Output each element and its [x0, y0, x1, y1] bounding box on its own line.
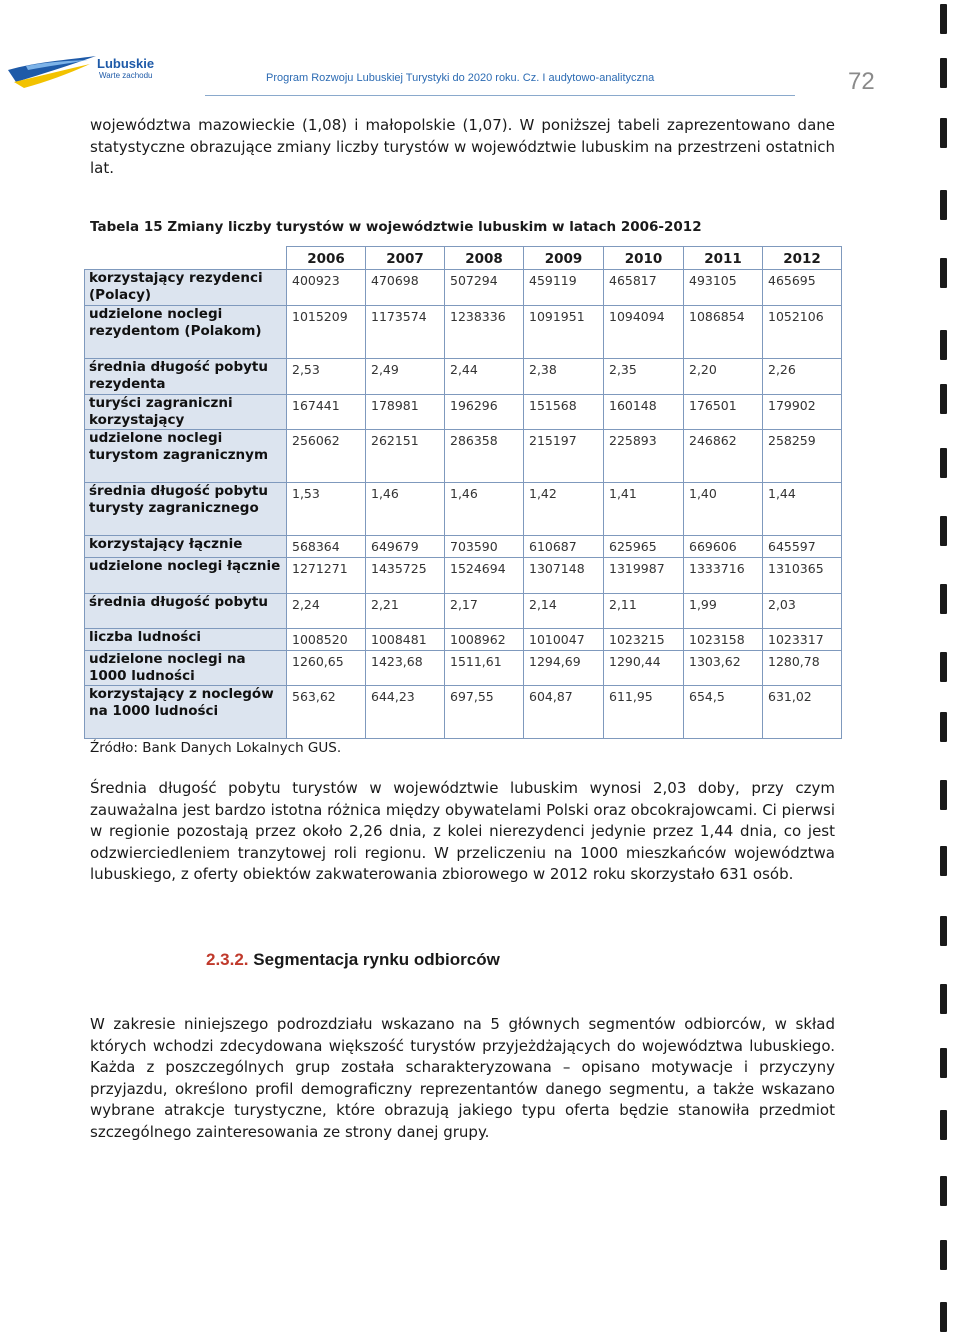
- table-cell: 1524694: [445, 558, 524, 594]
- row-label: udzielone noclegi na 1000 ludności: [85, 651, 287, 686]
- table-cell: 563,62: [287, 686, 366, 739]
- table-cell: 2,49: [366, 359, 445, 395]
- table-cell: 1023317: [763, 629, 842, 651]
- binding-mark: [940, 516, 947, 546]
- binding-mark: [940, 118, 947, 148]
- table-cell: 459119: [524, 270, 604, 306]
- table-cell: 1333716: [684, 558, 763, 594]
- table-cell: 610687: [524, 536, 604, 558]
- binding-mark: [940, 984, 947, 1014]
- row-label: udzielone noclegi rezydentom (Polakom): [85, 306, 287, 359]
- table-cell: 2,44: [445, 359, 524, 395]
- year-header: 2008: [445, 247, 524, 270]
- table-cell: 611,95: [604, 686, 684, 739]
- table-cell: 507294: [445, 270, 524, 306]
- table-cell: 697,55: [445, 686, 524, 739]
- binding-mark: [940, 1302, 947, 1332]
- table-cell: 1008520: [287, 629, 366, 651]
- table-cell: 2,21: [366, 594, 445, 629]
- table-cell: 1010047: [524, 629, 604, 651]
- table-cell: 262151: [366, 430, 445, 483]
- table-cell: 400923: [287, 270, 366, 306]
- table-cell: 2,17: [445, 594, 524, 629]
- table-row: [85, 686, 842, 739]
- table-row: [85, 536, 842, 558]
- table-row: [85, 651, 842, 686]
- table-cell: 465695: [763, 270, 842, 306]
- table-cell: 2,38: [524, 359, 604, 395]
- row-label: liczba ludności: [85, 629, 287, 651]
- binding-mark: [940, 652, 947, 682]
- binding-mark: [940, 1048, 947, 1078]
- table-cell: 1294,69: [524, 651, 604, 686]
- table-cell: 1023158: [684, 629, 763, 651]
- table-cell: 2,03: [763, 594, 842, 629]
- table-cell: 1260,65: [287, 651, 366, 686]
- lubuskie-logo: [6, 52, 176, 98]
- document-header-title: Program Rozwoju Lubuskiej Turystyki do 2020 roku. Cz. I audytowo-analityczna: [266, 72, 655, 84]
- table-cell: 625965: [604, 536, 684, 558]
- row-label: średnia długość pobytu rezydenta: [85, 359, 287, 395]
- row-label: udzielone noclegi turystom zagranicznym: [85, 430, 287, 483]
- table-cell: 1086854: [684, 306, 763, 359]
- table-cell: 654,5: [684, 686, 763, 739]
- binding-mark: [940, 58, 947, 88]
- binding-mark: [940, 190, 947, 220]
- table-cell: 1423,68: [366, 651, 445, 686]
- table-cell: 2,20: [684, 359, 763, 395]
- table-row: [85, 483, 842, 536]
- table-source-note: Źródło: Bank Danych Lokalnych GUS.: [90, 740, 342, 756]
- table-cell: 644,23: [366, 686, 445, 739]
- section-number: 2.3.2.: [206, 950, 249, 969]
- section-heading: [206, 950, 500, 970]
- logo-name: Lubuskie: [97, 56, 155, 71]
- table-cell: 167441: [287, 395, 366, 430]
- table-cell: 258259: [763, 430, 842, 483]
- table-row: [85, 430, 842, 483]
- table-row: [85, 629, 842, 651]
- table-cell: 1319987: [604, 558, 684, 594]
- table-cell: 669606: [684, 536, 763, 558]
- binding-mark: [940, 1240, 947, 1270]
- table-header-row: [85, 247, 842, 270]
- intro-paragraph: województwa mazowieckie (1,08) i małopolskie (1,07). W poniższej tabeli zaprezentowano dane statystyczne obrazujące zmiany liczby turystów w województwie lubuskim na przestrzeni ostatnich lat.: [90, 116, 835, 177]
- table-cell: 645597: [763, 536, 842, 558]
- table-cell: 246862: [684, 430, 763, 483]
- table-cell: 1094094: [604, 306, 684, 359]
- table-cell: 1,46: [445, 483, 524, 536]
- table-row: [85, 558, 842, 594]
- binding-mark: [940, 916, 947, 946]
- table-cell: 1280,78: [763, 651, 842, 686]
- table-cell: 1271271: [287, 558, 366, 594]
- table-cell: 1,40: [684, 483, 763, 536]
- table-cell: 649679: [366, 536, 445, 558]
- year-header: 2010: [604, 247, 684, 270]
- table-cell: 1,41: [604, 483, 684, 536]
- table-cell: 1008481: [366, 629, 445, 651]
- table-cell: 215197: [524, 430, 604, 483]
- row-label: udzielone noclegi łącznie: [85, 558, 287, 594]
- table-cell: 1303,62: [684, 651, 763, 686]
- year-header: 2012: [763, 247, 842, 270]
- table-cell: 2,26: [763, 359, 842, 395]
- table-row: [85, 270, 842, 306]
- logo-swoosh-icon: [6, 52, 101, 92]
- table-cell: 1015209: [287, 306, 366, 359]
- header-divider: [205, 95, 795, 96]
- table-cell: 604,87: [524, 686, 604, 739]
- table-cell: 703590: [445, 536, 524, 558]
- table-cell: 160148: [604, 395, 684, 430]
- table-cell: 1511,61: [445, 651, 524, 686]
- binding-mark: [940, 780, 947, 810]
- table-cell: 1435725: [366, 558, 445, 594]
- row-label: średnia długość pobytu turysty zagranicznego: [85, 483, 287, 536]
- table-cell: 631,02: [763, 686, 842, 739]
- table-cell: 2,35: [604, 359, 684, 395]
- row-label: korzystający z noclegów na 1000 ludności: [85, 686, 287, 739]
- table-cell: 176501: [684, 395, 763, 430]
- table-cell: 286358: [445, 430, 524, 483]
- binding-mark: [940, 584, 947, 614]
- year-header: 2009: [524, 247, 604, 270]
- binding-mark: [940, 712, 947, 742]
- binding-mark: [940, 1110, 947, 1140]
- section-title: Segmentacja rynku odbiorców: [253, 950, 500, 969]
- table-row: [85, 359, 842, 395]
- table-cell: 178981: [366, 395, 445, 430]
- table-cell: 1091951: [524, 306, 604, 359]
- table-cell: 470698: [366, 270, 445, 306]
- row-label: średnia długość pobytu: [85, 594, 287, 629]
- binding-mark: [940, 4, 947, 34]
- year-header: 2011: [684, 247, 763, 270]
- segmentation-paragraph: W zakresie niniejszego podrozdziału wskazano na 5 głównych segmentów odbiorców, w skład których wchodzi zdecydowana większość turystów przyjeżdżających do województwa lubuskiego. Każda z poszczególnych grup została scharakteryzowana – opisano motywacje i przyczyny przyjazdu, określono profil demograficzny reprezentantów danego segmentu, a także wskazano wybrane atrakcje turystyczne, które obrazują jakiego typu oferta będzie stanowiła przedmiot szczególnego zainteresowania ze strony danej grupy.: [90, 1015, 835, 1141]
- table-cell: 1023215: [604, 629, 684, 651]
- table-cell: 225893: [604, 430, 684, 483]
- row-label: turyści zagraniczni korzystający: [85, 395, 287, 430]
- table-cell: 2,14: [524, 594, 604, 629]
- table-cell: 1,42: [524, 483, 604, 536]
- table-cell: 1290,44: [604, 651, 684, 686]
- binding-mark: [940, 846, 947, 876]
- table-cell: 151568: [524, 395, 604, 430]
- binding-mark: [940, 330, 947, 360]
- row-label: korzystający łącznie: [85, 536, 287, 558]
- table-cell: 1,44: [763, 483, 842, 536]
- logo-tagline: Warte zachodu: [99, 71, 153, 80]
- table-cell: 1008962: [445, 629, 524, 651]
- table-cell: 1,46: [366, 483, 445, 536]
- table-cell: 1052106: [763, 306, 842, 359]
- table-row: [85, 306, 842, 359]
- table-cell: 1,99: [684, 594, 763, 629]
- summary-paragraph: Średnia długość pobytu turystów w województwie lubuskim wynosi 2,03 doby, przy czym zauważalna jest bardzo istotna różnica między obywatelami Polski oraz obcokrajowcami. Ci pierwsi w regionie pozostają przez około 2,26 dnia, z kolei nierezydenci jedynie przez 1,44 dnia, co jest odzwierciedleniem tranzytowej roli regionu. W przeliczeniu na 1000 mieszkańców województwa lubuskiego, z oferty obiektów zakwaterowania zbiorowego w 2012 roku skorzystało 631 osób.: [90, 779, 835, 883]
- binding-mark: [940, 258, 947, 288]
- table-cell: 465817: [604, 270, 684, 306]
- table-cell: 1307148: [524, 558, 604, 594]
- table-cell: 1310365: [763, 558, 842, 594]
- binding-mark: [940, 448, 947, 478]
- table-cell: 493105: [684, 270, 763, 306]
- table-cell: 179902: [763, 395, 842, 430]
- table-cell: 2,53: [287, 359, 366, 395]
- tourist-statistics-table: [84, 246, 842, 739]
- year-header: 2006: [287, 247, 366, 270]
- table-row: [85, 594, 842, 629]
- binding-mark: [940, 384, 947, 414]
- table-cell: 1173574: [366, 306, 445, 359]
- table-row: [85, 395, 842, 430]
- table-corner-cell: [85, 247, 287, 270]
- table-cell: 196296: [445, 395, 524, 430]
- table-cell: 2,11: [604, 594, 684, 629]
- binding-holes: [936, 0, 960, 1338]
- table-cell: 1238336: [445, 306, 524, 359]
- table-cell: 1,53: [287, 483, 366, 536]
- page-number: 72: [848, 68, 875, 95]
- year-header: 2007: [366, 247, 445, 270]
- row-label: korzystający rezydenci (Polacy): [85, 270, 287, 306]
- table-cell: 568364: [287, 536, 366, 558]
- table-caption: Tabela 15 Zmiany liczby turystów w województwie lubuskim w latach 2006-2012: [90, 219, 702, 235]
- binding-mark: [940, 1176, 947, 1206]
- table-cell: 2,24: [287, 594, 366, 629]
- table-cell: 256062: [287, 430, 366, 483]
